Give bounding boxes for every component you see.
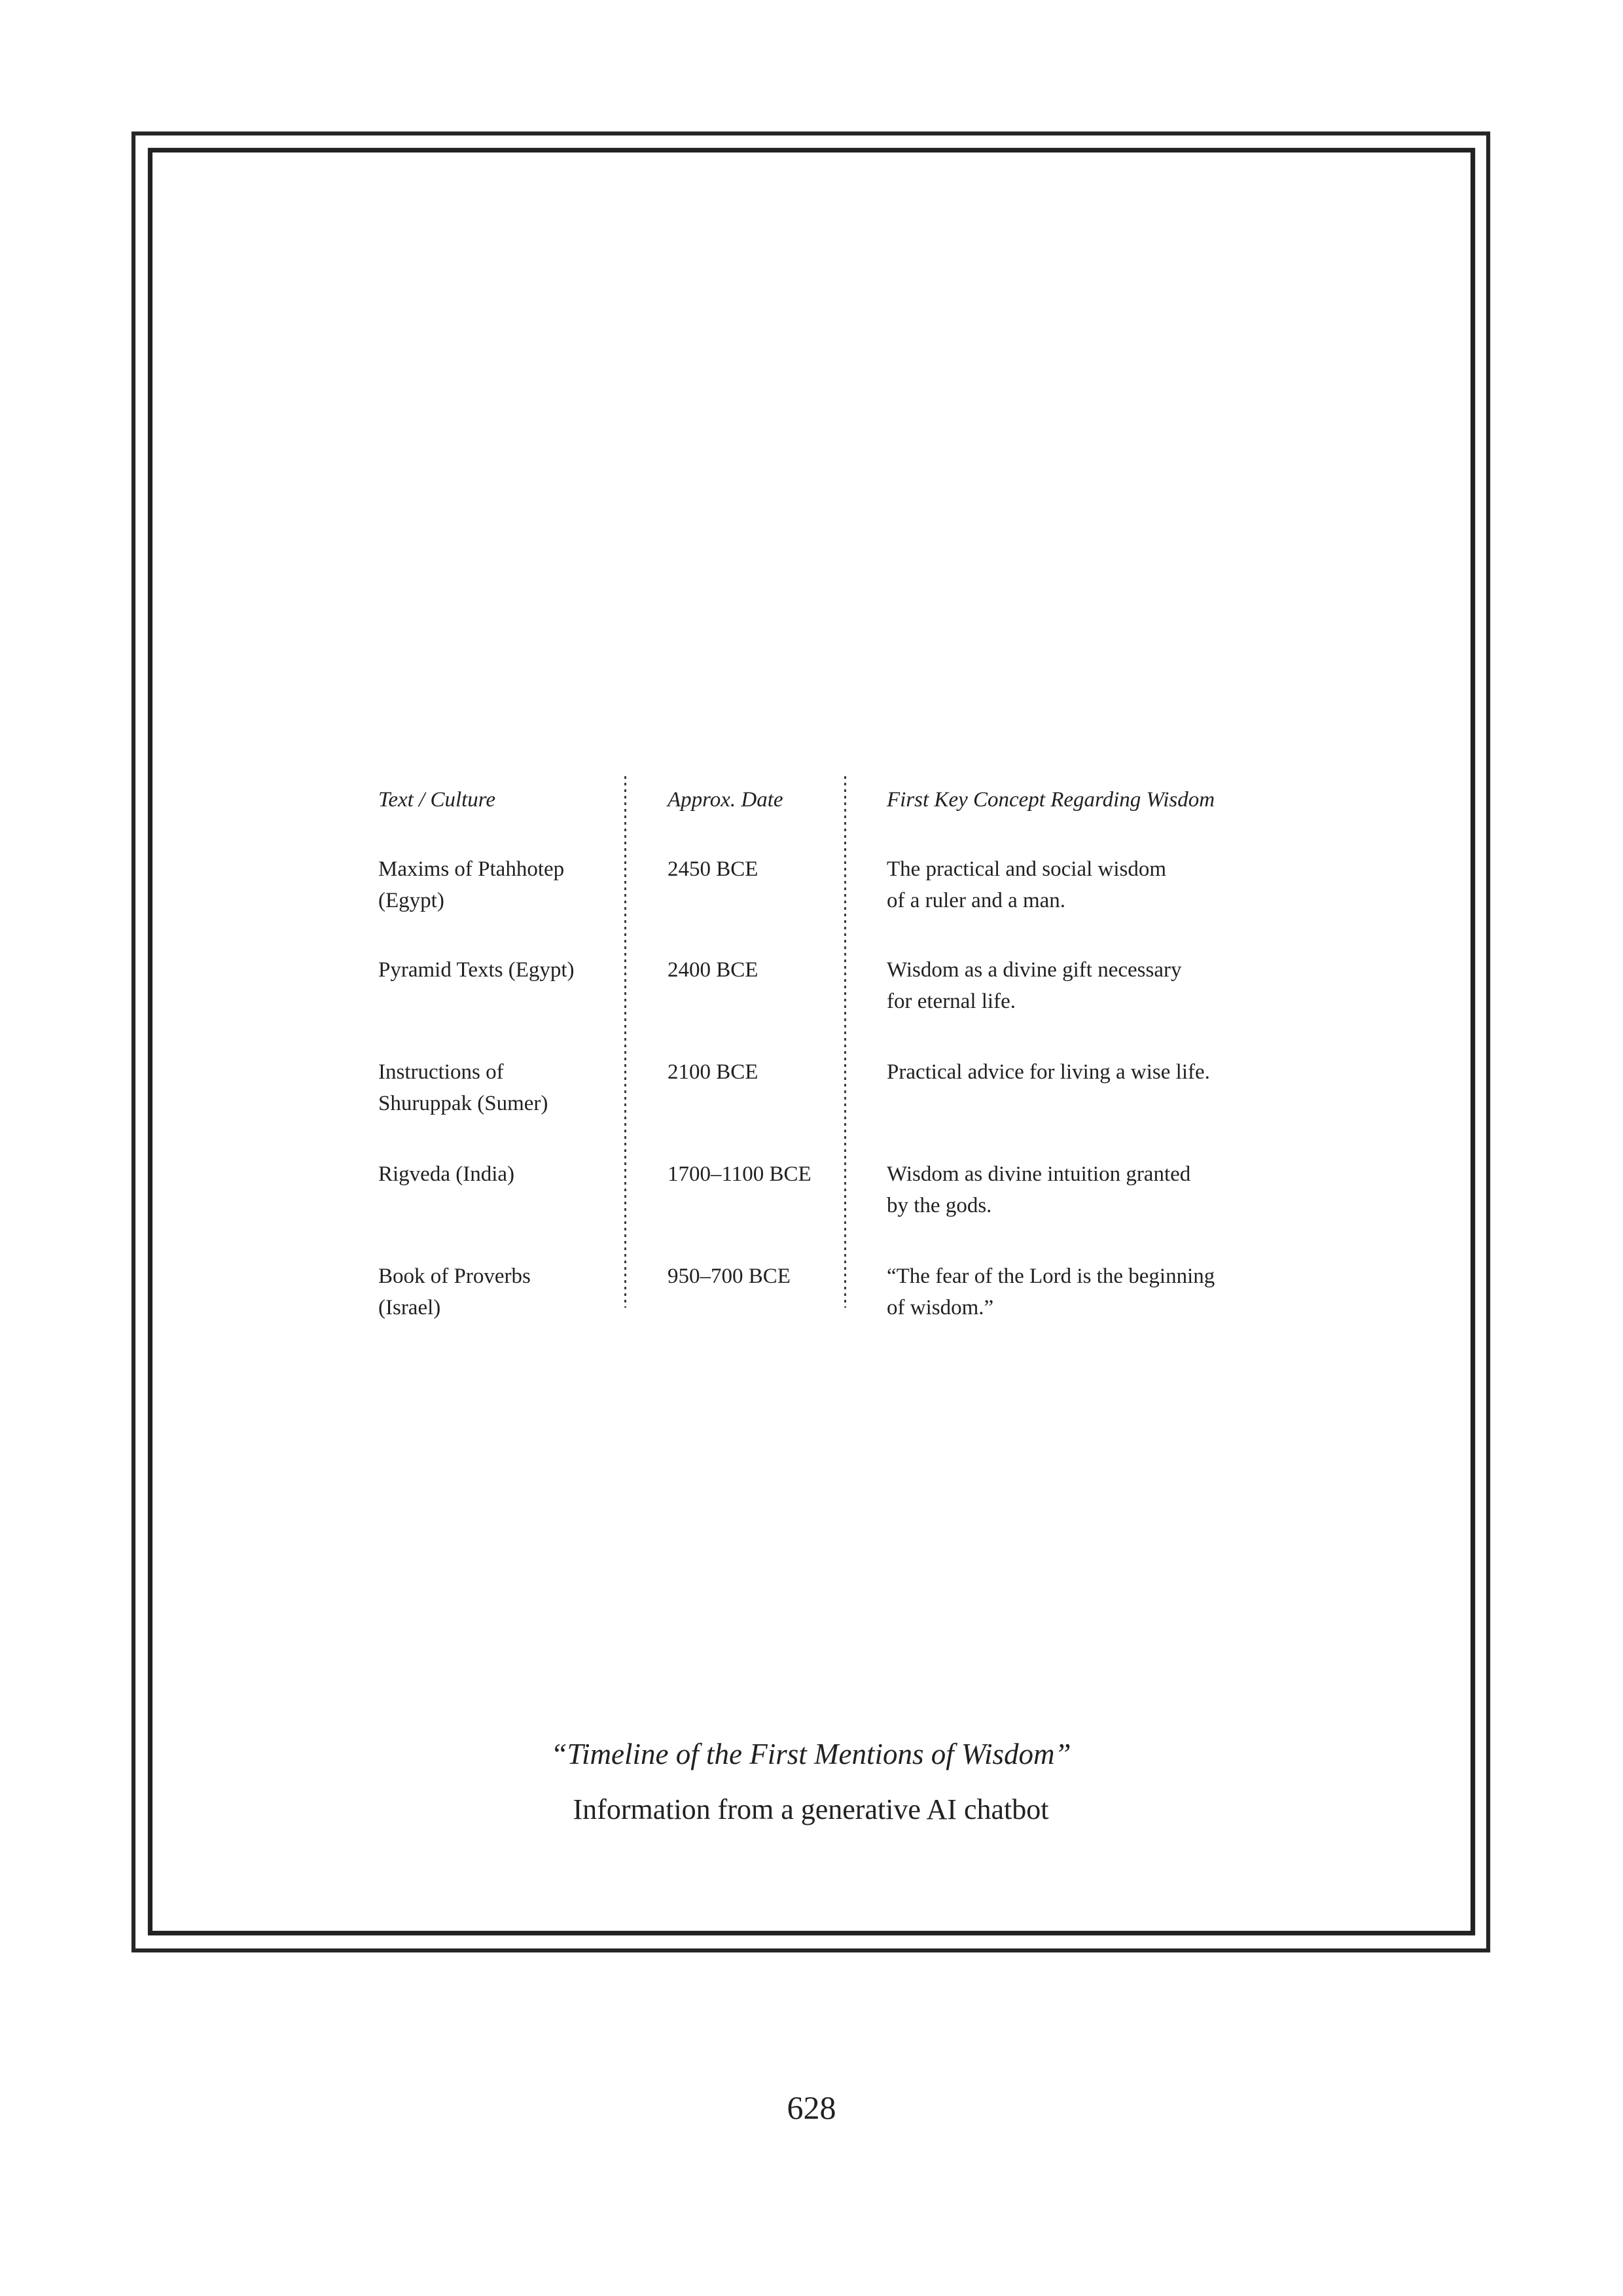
cell-approx-date: 2400 BCE: [668, 958, 758, 982]
header-approx-date: Approx. Date: [668, 788, 783, 812]
cell-line: of wisdom.”: [887, 1296, 994, 1319]
cell-key-concept: [887, 1056, 1293, 1088]
cell-line: Shuruppak (Sumer): [378, 1092, 548, 1115]
cell-line: Practical advice for living a wise life.: [887, 1060, 1210, 1084]
cell-line: “The fear of the Lord is the beginning: [887, 1265, 1215, 1288]
cell-approx-date: 1700–1100 BCE: [668, 1162, 812, 1186]
cell-line: (Egypt): [378, 889, 444, 912]
cell-text-culture: [378, 853, 653, 916]
cell-approx-date: 950–700 BCE: [668, 1265, 791, 1288]
cell-line: Maxims of Ptahhotep: [378, 857, 565, 881]
header-key-concept: First Key Concept Regarding Wisdom: [887, 788, 1215, 812]
cell-line: Instructions of: [378, 1060, 504, 1084]
cell-approx-date: 2100 BCE: [668, 1060, 758, 1084]
figure-caption-source: Information from a generative AI chatbot: [573, 1793, 1049, 1825]
cell-line: of a ruler and a man.: [887, 889, 1066, 912]
cell-approx-date: 2450 BCE: [668, 857, 758, 881]
cell-line: for eternal life.: [887, 990, 1016, 1013]
wisdom-timeline-table: [378, 776, 1249, 1319]
cell-line: by the gods.: [887, 1194, 992, 1217]
cell-line: Wisdom as a divine gift necessary: [887, 958, 1182, 982]
figure-caption-title: “Timeline of the First Mentions of Wisdom”: [550, 1738, 1071, 1770]
cell-text-culture: [378, 1261, 653, 1323]
cell-text-culture: [378, 1158, 653, 1190]
cell-key-concept: [887, 954, 1293, 1017]
cell-line: (Israel): [378, 1296, 441, 1319]
cell-key-concept: [887, 1158, 1293, 1221]
cell-text-culture: [378, 954, 653, 986]
header-text-culture: Text / Culture: [378, 788, 496, 812]
cell-key-concept: [887, 853, 1293, 916]
cell-line: Rigveda (India): [378, 1162, 515, 1186]
page-number: 628: [787, 2089, 836, 2126]
cell-line: The practical and social wisdom: [887, 857, 1167, 881]
cell-line: Pyramid Texts (Egypt): [378, 958, 575, 982]
cell-line: Book of Proverbs: [378, 1265, 531, 1288]
cell-line: Wisdom as divine intuition granted: [887, 1162, 1191, 1186]
cell-key-concept: [887, 1261, 1293, 1323]
cell-text-culture: [378, 1056, 653, 1119]
